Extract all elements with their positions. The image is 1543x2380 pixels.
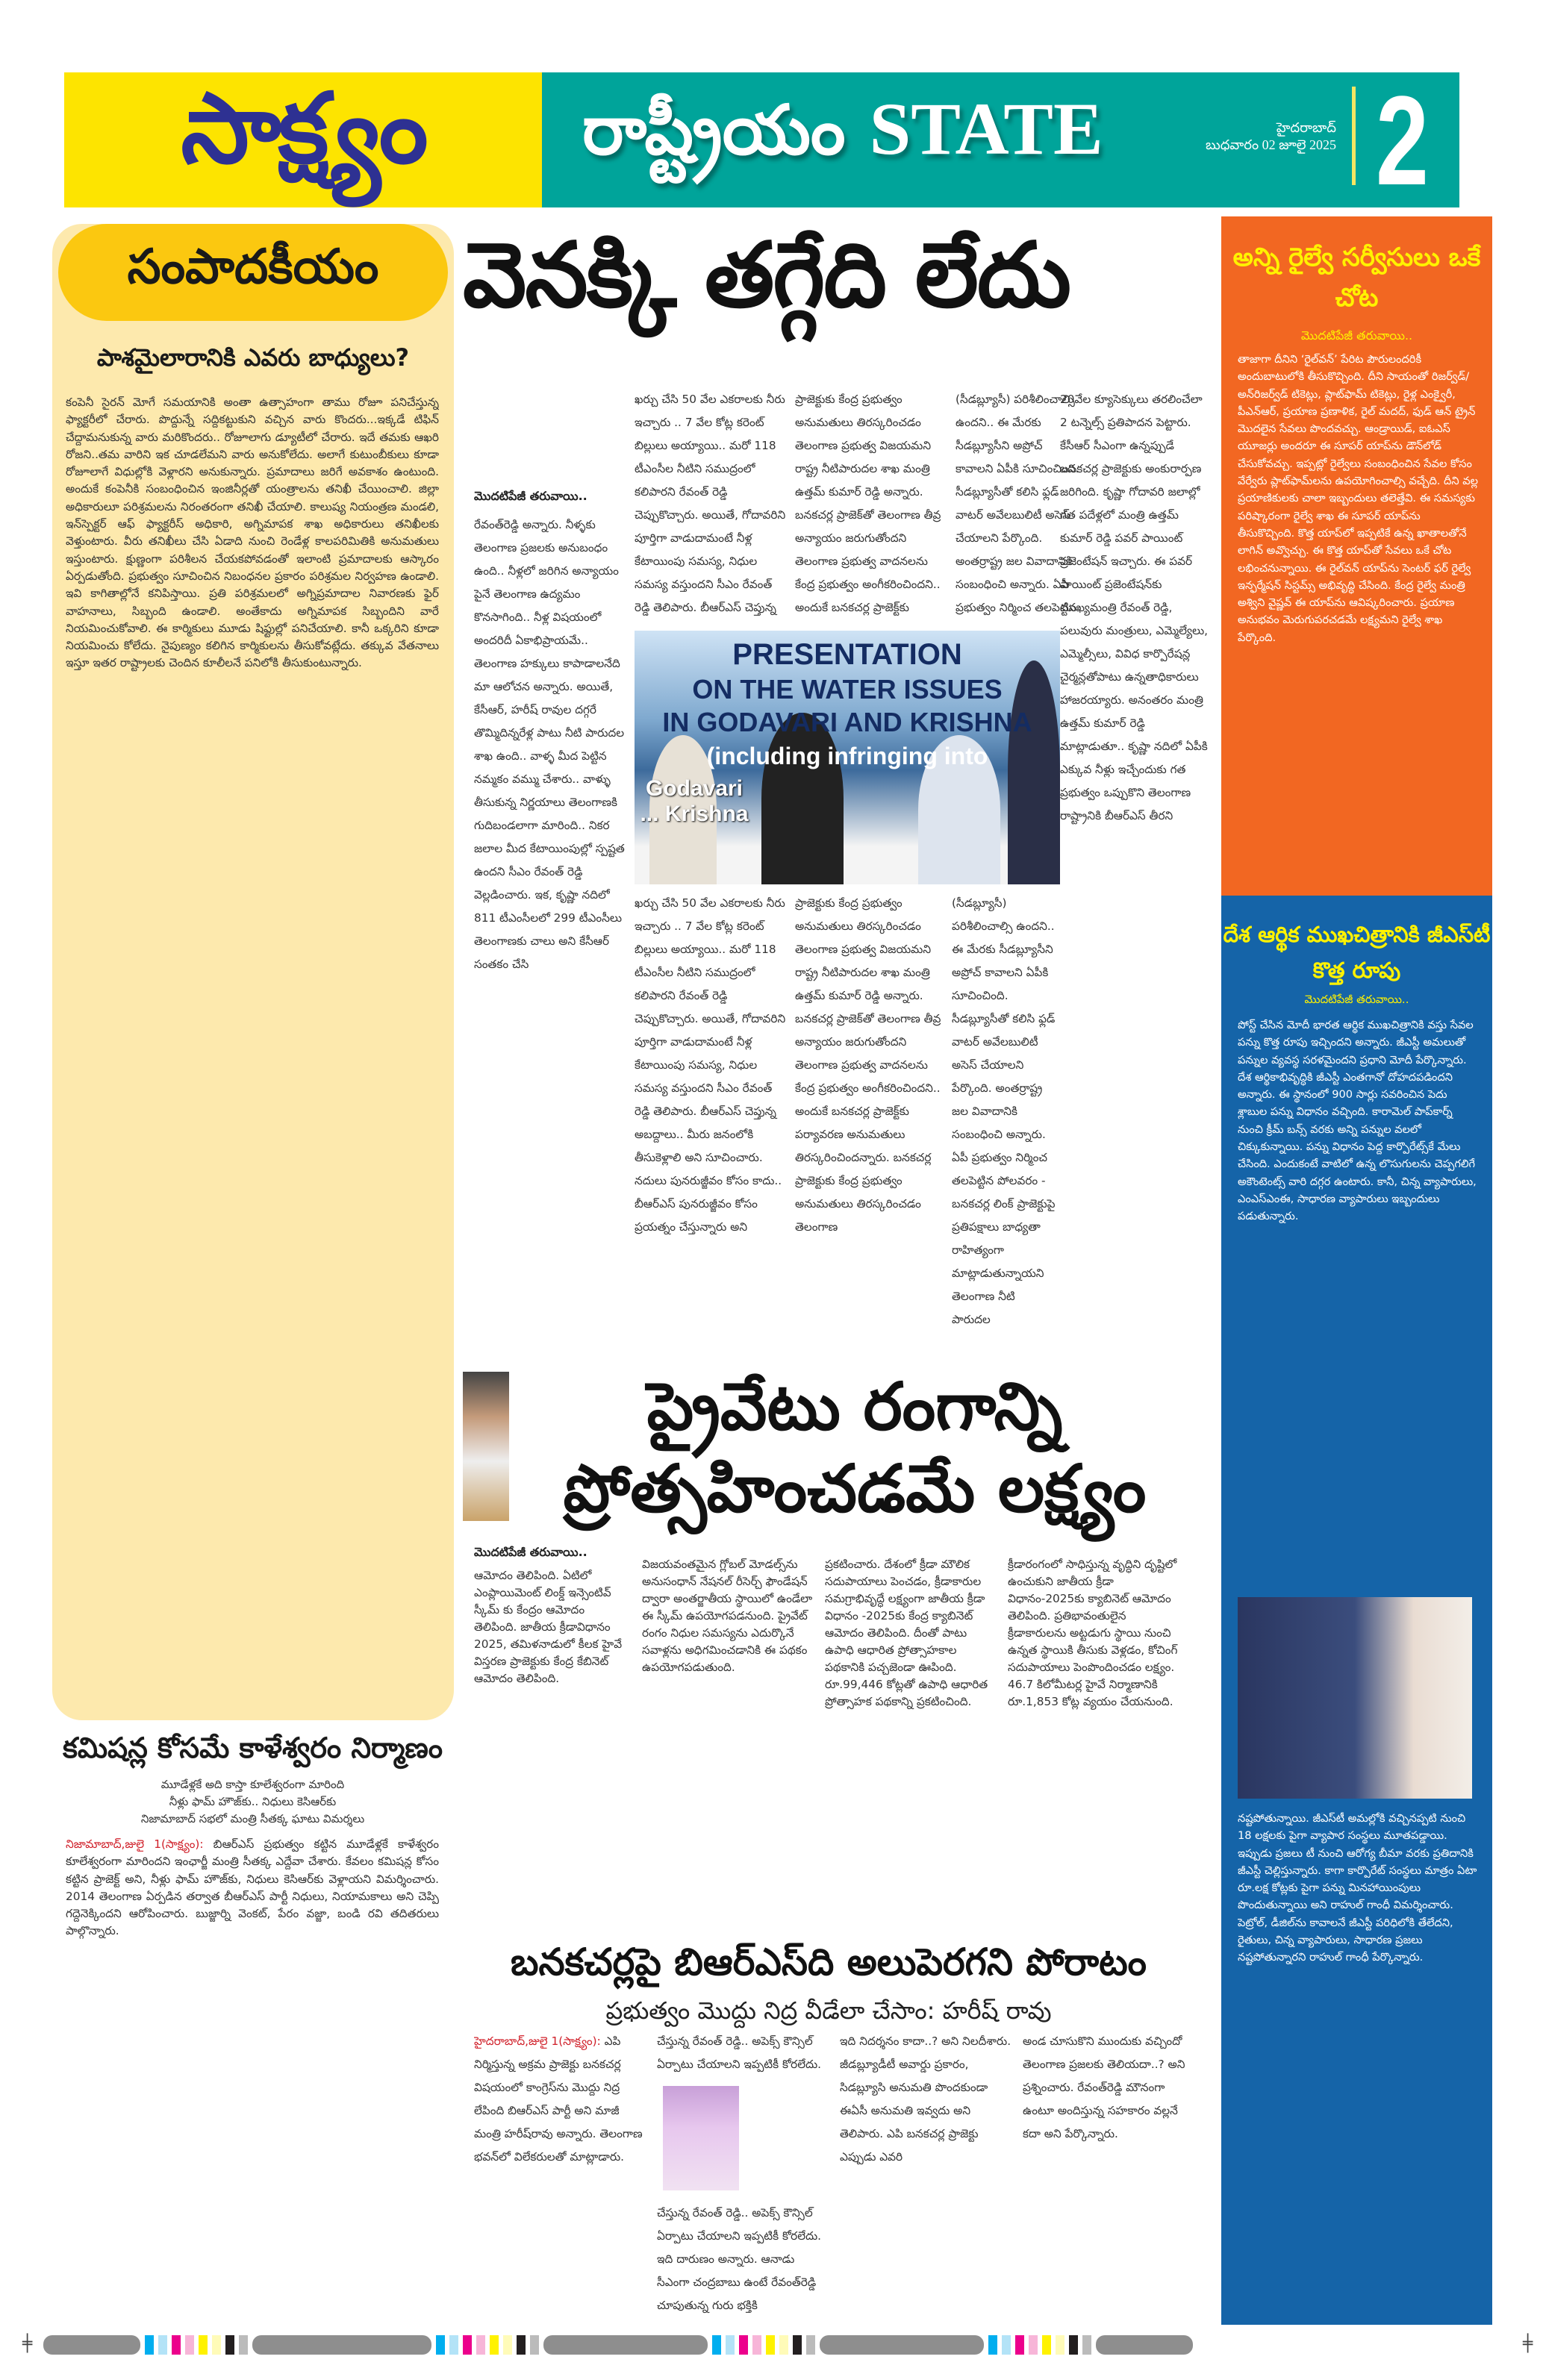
banakacherla-dateline: హైదరాబాద్,జులై 1(సాక్ష్యం): xyxy=(474,2034,601,2048)
light-magenta-swatch xyxy=(752,2335,761,2355)
lead-column-3-top: ప్రాజెక్టుకు కేంద్ర ప్రభుత్వం అనుమతులు తిరస్కరించడం తెలంగాణ ప్రభుత్వ విజయమని రాష్ట్ర నీటిపారుదల శాఖ మంత్రి ఉత్తమ్ కుమార్ రెడ్డి అన్నారు. బనకచర్ల ప్రాజెక్‌తో తెలంగాణ తీవ్ర అన్యాయం జరుగుతోందని తెలంగాణ ప్రభుత్వ వాదనలను కేంద్ర ప్రభుత్వం అంగీకరించిందని.. అందుకే బనకచర్ల ప్రాజెక్ట్‌కు xyxy=(795,393,941,614)
magenta-swatch xyxy=(172,2335,181,2355)
edition-city: హైదరాబాద్ xyxy=(1276,120,1336,135)
edition-date: బుధవారం 02 జూలై 2025 xyxy=(1205,137,1336,153)
kaleshwaram-subhead: మూడేళ్లకే అది కాస్తా కూలేశ్వరంగా మారింది xyxy=(160,1778,345,1791)
private-sector-column-3: ప్రకటించారు. దేశంలో క్రీడా మౌలిక సదుపాయాలు పెంచడం, క్రీడాకారుల సమగ్రాభివృద్ధే లక్ష్యంగా జాతీయ క్రీడా విధానం -2025కు కేంద్ర క్యాబినెట్ ఆమోదం తెలిపింది. దీంతో పాటు ఉపాధి ఆధారిత ప్రోత్సాహకాల పథకానికి పచ్చజెండా ఊపింది. రూ.99,446 కోట్లతో ఉపాధి ఆధారిత ప్రోత్సాహక పథకాన్ని ప్రకటించింది. xyxy=(825,1558,988,1708)
light-cyan-swatch xyxy=(726,2335,735,2355)
banakacherla-column-3: ఇది నిదర్శనం కాదా..? అని నిలదీశారు. జీడబ్ల్యూడీటీ అవార్డు ప్రకారం, సిడబ్ల్యూసి అనుమతి పొందకుండా ఈఏసీ అనుమతి ఇవ్వదు అని తెలిపారు. ఎపి బనకచర్ల ప్రాజెక్టు ఎప్పుడు ఎవరి xyxy=(840,2034,1011,2164)
black-swatch xyxy=(793,2335,802,2355)
banakacherla-column-1 xyxy=(474,2030,646,2314)
light-cyan-swatch xyxy=(1002,2335,1011,2355)
black-swatch xyxy=(225,2335,234,2355)
pm-photo xyxy=(1238,1597,1472,1799)
light-magenta-swatch xyxy=(476,2335,485,2355)
banakacherla-text: ఎపి నిర్మిస్తున్న అక్రమ ప్రాజెక్టు బనకచర్ల విషయంలో కాంగ్రెస్‌ను మొద్దు నిద్ర లేపింది బిఆర్ఎస్ పార్టీ అని మాజీ మంత్రి హరీష్‌రావు అన్నారు. తెలంగాణ భవన్‌లో విలేకరులతో మాట్లాడారు. xyxy=(474,2034,643,2164)
light-yellow-swatch xyxy=(1056,2335,1064,2355)
magenta-swatch xyxy=(1015,2335,1024,2355)
gst-headline: దేశ ఆర్థిక ముఖచిత్రానికి జీఎస్‌టీ కొత్త రూపు xyxy=(1223,922,1491,983)
registration-crosshair-icon: ╪ xyxy=(22,2334,33,2353)
kaleshwaram-text: బిఆర్ఎస్ ప్రభుత్వం కట్టిన మూడేళ్లకే కాళేశ్వరం కూలేశ్వరంగా మారిందని ఇంఛార్జీ మంత్రి సీతక్క ఎద్దేవా చేశారు. కేవలం కమిషన్ల కోసం కట్టిన ప్రాజెక్ట్ అని, నీళ్లు ఫామ్ హౌజ్‌కు, నిధులు కెసిఆర్‌కు వెళ్లాయని విమర్శించారు. 2014 తెలంగాణ ఏర్పడిన తర్వాత బీఆర్ఎస్ పార్టీ నిధులు, నియామకాలు అని చెప్పి గద్దెనెక్కిందని ఆరోపించారు. బుజ్జార్ని వెంకట్, పేరం వజ్జా, బండి రవి తదితరులు పాల్గొన్నారు. xyxy=(66,1837,439,1938)
minister-photo xyxy=(463,1372,509,1521)
section-title-telugu: రాష్ట్రీయం xyxy=(582,90,846,170)
kaleshwaram-subhead: నిజామాబాద్ సభలో మంత్రి సీతక్క ఘాటు విమర్శలు xyxy=(140,1812,365,1825)
lead-column-4-top: (సీడబ్ల్యూసీ) పరిశీలించాల్సి ఉందని.. ఈ మేరకు సీడబ్ల్యూసీని అప్రోచ్ కావాలని ఏపీకి సూచించింది. సీడబ్ల్యూసీతో కలిసి ఫ్లడ్ వాటర్ అవేలబులిటీ అసెస్ చేయాలని పేర్కొంది. అంతర్రాష్ట్ర జల వివాదానికి సంబంధించి అన్నారు. ఏపీ ప్రభుత్వం నిర్మించ తలపెట్టిన xyxy=(956,393,1079,614)
color-registration-strip xyxy=(43,2334,1515,2355)
harish-rao-photo xyxy=(663,2086,739,2190)
gray-swatch xyxy=(252,2335,431,2355)
banakacherla-subhead: ప్రభుత్వం మొద్దు నిద్ర వీడేలా చేసాం: హరీష్ రావు xyxy=(605,1996,1052,2025)
gst-kicker: మొదటిపేజీ తరువాయి.. xyxy=(1304,993,1409,1006)
photo-banner-line: ON THE WATER ISSUES xyxy=(692,674,1003,705)
section-title-english: STATE xyxy=(869,87,1103,170)
private-sector-headline xyxy=(515,1366,1194,1530)
kaleshwaram-headline: కమిషన్ల కోసమే కాళేశ్వరం నిర్మాణం xyxy=(63,1731,443,1764)
kaleshwaram-subheads xyxy=(49,1776,456,1828)
gray-swatch xyxy=(43,2335,140,2355)
edition-info xyxy=(1187,119,1336,154)
kaleshwaram-dateline: నిజామాబాద్,జులై 1(సాక్ష్యం): xyxy=(66,1837,204,1851)
railway-headline: అన్ని రైల్వే సర్వీసులు ఒకే చోట xyxy=(1232,243,1481,313)
gray-swatch xyxy=(1082,2335,1091,2355)
kaleshwaram-body xyxy=(66,1836,439,2306)
lead-column-4-bottom: (సీడబ్ల్యూసీ) పరిశీలించాల్సి ఉందని.. ఈ మేరకు సీడబ్ల్యూసీని అప్రోచ్ కావాలని ఏపీకి సూచించింది. సీడబ్ల్యూసీతో కలిసి ఫ్లడ్ వాటర్ అవేలబులిటీ అసెస్ చేయాలని పేర్కొంది. అంతర్రాష్ట్ర జల వివాదానికి సంబంధించి అన్నారు. ఏపీ ప్రభుత్వం నిర్మించ తలపెట్టిన పోలవరం - బనకచర్ల లింక్ ప్రాజెక్టుపై ప్రతిపక్షాలు బాధ్యతా రాహిత్యంగా మాట్లాడుతున్నాయని తెలంగాణ నీటి పారుదల xyxy=(952,896,1056,1326)
banakacherla-headline: బనకచర్లపై బిఆర్‌ఎస్‌ది అలుపెరగని పోరాటం xyxy=(510,1940,1147,1984)
yellow-swatch xyxy=(766,2335,775,2355)
logo-text: సాక్ష్యం xyxy=(181,71,426,185)
cyan-swatch xyxy=(712,2335,721,2355)
lead-column-5: 20వేల క్యూసెక్కులు తరలించేలా 2 టన్నెల్స్ ప్రతిపాదన పెట్టారు. కేసీఆర్ సీఎంగా ఉన్నప్పుడే బనకచర్ల ప్రాజెక్టుకు అంకురార్పణ జరిగింది. కృష్ణా గోదావరి జలాల్లో గత పదేళ్లలో మంత్రి ఉత్తమ్ కుమార్ రెడ్డి పవర్ పాయింట్ ప్రజెంటేషన్ ఇచ్చారు. ఈ పవర్ పాయింట్ ప్రజెంటేషన్‌కు ముఖ్యమంత్రి రేవంత్ రెడ్డి, పలువురు మంత్రులు, ఎమ్మెల్యేలు, ఎమ్మెల్సీలు, వివిధ కార్పొరేషన్ల చైర్మన్లతోపాటు ఉన్నతాధికారులు హాజరయ్యారు. అనంతరం మంత్రి ఉత్తమ్ కుమార్ రెడ్డి మాట్లాడుతూ.. కృష్ణా నదిలో ఏపీకి ఎక్కువ నీళ్లు ఇచ్చేందుకు గత ప్రభుత్వం ఒప్పుకొని తెలంగాణ రాష్ట్రానికి బీఆర్ఎస్ తీరని xyxy=(1060,393,1209,822)
lead-kicker: మొదటిపేజీ తరువాయి.. xyxy=(474,489,587,503)
light-yellow-swatch xyxy=(779,2335,788,2355)
railway-body: తాజాగా దీనిని ‘రైల్‌వన్’ పేరిట పౌరులందరికీ అందుబాటులోకి తీసుకొచ్చింది. దీని సాయంతో రిజర్వ్‌డ్/ అన్‌రిజర్వ్‌డ్ టికెట్లు, ప్లాట్‌ఫామ్ టికెట్లు, రైళ్ల ఎంక్వైరీ, పీఎన్ఆర్, ప్రయాణ ప్రణాళిక, రైల్ మదద్, ఫుడ్ ఆన్ ట్రైన్ మొదలైన సేవలు పొందవచ్చు. ఆండ్రాయిడ్, ఐఓఎస్ యూజర్లు అందరూ ఈ సూపర్ యాప్‌ను డౌన్‌లోడ్ చేసుకోవచ్చు. ఇప్పట్లో రైల్వేలు సంబంధించిన సేవల కోసం వేర్వేరు ప్లాట్‌ఫామ్‌లను ఉపయోగించాల్సి వచ్చేది. దీని వల్ల ప్రయాణికులకు చాలా ఇబ్బందులు తలెత్తేవి. ఈ సమస్యకు పరిష్కారంగా రైల్వే శాఖ ఈ సూపర్ యాప్‌ను తీసుకొచ్చింది. కొత్త యాప్‌లో ఇప్పటికే ఉన్న ఖాతాలతోనే లాగిన్ అవ్వొచ్చు. ఈ కొత్త యాప్‌తో సేవలు ఒకే చోట లభించనున్నాయి. ఈ రైల్‌వన్ యాప్‌ను సెంటర్ ఫర్ రైల్వే ఇన్ఫర్మేషన్ సిస్టమ్స్ అభివృద్ధి చేసింది. కేంద్ర రైల్వే మంత్రి అశ్విని వైష్ణవ్ ఈ యాప్‌ను ఆవిష్కరించారు. ప్రయాణ అనుభవం మెరుగుపరచడమే లక్ష్యమని రైల్వే శాఖ పేర్కొంది. xyxy=(1238,353,1478,644)
editorial-body: కంపెనీ సైరన్ మోగే సమయానికి అంతా ఉత్సాహంగా తాము రోజూ పనిచేస్తున్న ఫ్యాక్టరీలో చేరారు. పొద్దున్నే సద్దికట్టుకుని వచ్చిన వారు కొందరు...ఇక్కడే టిఫిన్ చేద్దామనుకున్న వారు మరికొందరు.. రోజూలాగు డ్యూటీలో చేరారు. ఇదే తమకు ఆఖరి రోజని..తమ వారిని ఇక చూడలేమని వారు అనుకోలేదు. అలాగే కుటుంబీకులు కూడా రోజూలాగే విధుల్లోకి వెళ్లారని అనుకున్నారు. ప్రమాదాలు జరిగే అవకాశం ఉంటుంది. అందుకే కంపెనీకి సంబంధించిన ఇంజినీర్లతో యంత్రాలను తనిఖీ చేయించాలి. జిల్లా అధికారులూ పరిశ్రమలను నిరంతరంగా తనిఖీ చేయాలి. కాలుష్య నియంత్రణ మండలి, ఇన్‌స్పెక్టర్ ఆఫ్ ఫ్యాక్టరీస్ అధికారి, అగ్నిమాపక శాఖ అధికారులు తనిఖీలకు వెళ్తుంటారు. వీరు తనిఖీలు చేసి ఏడాది నుంచి రెండేళ్ల కాలపరిమితికి అనుమతులు ఇస్తుంటారు. క్షుణ్ణంగా పరిశీలన చేయకపోవడంతో ఇలాంటి ప్రమాదాలకు ఆస్కారం ఏర్పడుతోంది. ప్రభుత్వం సూచించిన నిబంధనల ప్రకారం పరిశ్రమల నిర్వహణ ఉండాలి. ఇవి కాగితాల్లోనే కనిపిస్తాయి. ప్రతి పరిశ్రమలలో అగ్నిప్రమాదాల నివారణకు ఫైర్ వాహనాలు, సిబ్బంది ఉండాలి. అంతేకాదు అగ్నిమాపక సిబ్బందిని వారే నియమించుకోవాలి. ఈ కార్మికులు మూడు షిఫ్టుల్లో పనిచేయాలి. కానీ ఒక్కరిని కూడా నియమించు కోలేదు. నైపుణ్యం కలిగిన కార్మికులను తీసుకోవట్లేదు. తక్కువ వేతనాలు ఇస్తూ ఇతర రాష్ట్రాలకు చెందిన కూలీలనే పనిలోకి తీసుకుంటున్నారు. xyxy=(66,396,439,670)
gray-swatch xyxy=(543,2335,708,2355)
editorial-headline: పాశమైలారానికి ఎవరు బాధ్యులు? xyxy=(96,343,410,372)
yellow-swatch xyxy=(199,2335,208,2355)
private-sector-headline-line2: ప్రోత్సహించడమే లక్ష్యం xyxy=(563,1450,1147,1527)
gray-swatch xyxy=(530,2335,539,2355)
magenta-swatch xyxy=(463,2335,472,2355)
light-magenta-swatch xyxy=(185,2335,194,2355)
lead-headline: వెనక్కి తగ్గేది లేదు xyxy=(463,224,1070,328)
gray-swatch xyxy=(239,2335,248,2355)
black-swatch xyxy=(517,2335,526,2355)
editorial-label-text: సంపాదకీయం xyxy=(127,239,379,295)
cyan-swatch xyxy=(145,2335,154,2355)
private-sector-column-1: ఆమోదం తెలిపింది. ఏటిలో ఎంప్లాయిమెంట్ లింక్డ్ ఇన్సెంటివ్ స్కీమ్ కు కేంద్రం ఆమోదం తెలిపింది. జాతీయ క్రీడావిధానం 2025, తమిళనాడులో కీలక హైవే విస్తరణ ప్రాజెక్టుకు కేంద్ర కేబినెట్ ఆమోదం తెలిపింది. xyxy=(474,1569,623,1685)
gray-swatch xyxy=(806,2335,815,2355)
person-figure xyxy=(761,713,844,884)
black-swatch xyxy=(1069,2335,1078,2355)
kaleshwaram-subhead: నీళ్లు ఫామ్ హౌజ్‌కు.. నిధులు కెసిఆర్‌కు xyxy=(169,1795,337,1808)
light-cyan-swatch xyxy=(449,2335,458,2355)
lead-column-3-bottom: ప్రాజెక్టుకు కేంద్ర ప్రభుత్వం అనుమతులు తిరస్కరించడం తెలంగాణ ప్రభుత్వ విజయమని రాష్ట్ర నీటిపారుదల శాఖ మంత్రి ఉత్తమ్ కుమార్ రెడ్డి అన్నారు. బనకచర్ల ప్రాజెక్‌తో తెలంగాణ తీవ్ర అన్యాయం జరుగుతోందని తెలంగాణ ప్రభుత్వ వాదనలను కేంద్ర ప్రభుత్వం అంగీకరించిందని.. అందుకే బనకచర్ల ప్రాజెక్ట్‌కు పర్యావరణ అనుమతులు తిరస్కరించిందన్నారు. బనకచర్ల ప్రాజెక్టుకు కేంద్ర ప్రభుత్వం అనుమతులు తిరస్కరించడం తెలంగాణ xyxy=(795,896,941,1234)
photo-banner-line: (including infringing into xyxy=(706,743,988,769)
photo-banner-line: PRESENTATION xyxy=(732,638,962,671)
yellow-swatch xyxy=(1042,2335,1051,2355)
railway-kicker: మొదటిపేజీ తరువాయి.. xyxy=(1300,328,1413,343)
cyan-swatch xyxy=(988,2335,997,2355)
gray-swatch xyxy=(820,2335,984,2355)
gray-swatch xyxy=(1096,2335,1193,2355)
lead-column-2-bottom: ఖర్చు చేసి 50 వేల ఎకరాలకు నీరు ఇచ్చారు .. 7 వేల కోట్ల కరెంట్ బిల్లులు అయ్యాయి.. మరో 118 టీఎంసీల నీటిని సముద్రంలో కలిపారని రేవంత్ రెడ్డి చెప్పుకొచ్చారు. అయితే, గోదావరిని పూర్తిగా వాడుదామంటే నీళ్ల కేటాయింపు సమస్య, నిధుల సమస్య వస్తుందని సీఎం రేవంత్ రెడ్డి తెలిపారు. బీఆర్ఎస్ చెప్తున్న అబద్దాలు.. మీరు జనంలోకి తీసుకెళ్లాలి అని సూచించారు. నదులు పునరుజ్జీవం కోసం కాదు.. బీఆర్ఎస్ పునరుజ్జీవం కోసం ప్రయత్నం చేస్తున్నారు అని xyxy=(635,896,786,1234)
section-title xyxy=(582,86,1103,187)
cyan-swatch xyxy=(436,2335,445,2355)
registration-crosshair-icon: ╪ xyxy=(1523,2334,1533,2353)
gst-body-bottom: నష్టపోతున్నాయి. జీఎస్‌టీ అమల్లోకి వచ్చినప్పటి నుంచి 18 లక్షలకు పైగా వ్యాపార సంస్థలు మూతపడ్డాయి. ఇప్పుడు ప్రజలు టీ నుంచి ఆరోగ్య బీమా వరకు ప్రతిదానికి జీఎస్టీ చెల్లిస్తున్నారు. కాగా కార్పొరేట్ సంస్థలు మాత్రం ఏటా రూ.లక్ష కోట్లకు పైగా పన్ను మినహాయింపులు పొందుతున్నాయి అని రాహుల్ గాంధీ విమర్శించారు. పెట్రోల్, డీజిల్‌ను కావాలనే జీఎస్టీ పరిధిలోకి తేలేదని, రైతులు, చిన్న వ్యాపారులు, సాధారణ ప్రజలు నష్టపోతున్నారని రాహుల్ గాంధీ పేర్కొన్నారు. xyxy=(1238,1812,1477,1964)
lead-column-2-top: ఖర్చు చేసి 50 వేల ఎకరాలకు నీరు ఇచ్చారు .. 7 వేల కోట్ల కరెంట్ బిల్లులు అయ్యాయి.. మరో 118 టీఎంసీల నీటిని సముద్రంలో కలిపారని రేవంత్ రెడ్డి చెప్పుకొచ్చారు. అయితే, గోదావరిని పూర్తిగా వాడుదామంటే నీళ్ల కేటాయింపు సమస్య, నిధుల సమస్య వస్తుందని సీఎం రేవంత్ రెడ్డి తెలిపారు. బీఆర్ఎస్ చెప్తున్న xyxy=(635,393,786,614)
magenta-swatch xyxy=(739,2335,748,2355)
private-sector-kicker: మొదటిపేజీ తరువాయి.. xyxy=(474,1545,587,1559)
page-number: 2 xyxy=(1376,70,1429,212)
light-cyan-swatch xyxy=(158,2335,167,2355)
light-yellow-swatch xyxy=(503,2335,512,2355)
water-presentation-photo xyxy=(635,631,1060,884)
gst-body-top: పోస్ట్ చేసిన మోదీ భారత ఆర్థిక ముఖచిత్రానికి వస్తు సేవల పన్ను కొత్త రూపు ఇచ్చిందని అన్నారు. జీఎస్టీ అమలుతో పన్నుల వ్యవస్థ సరళమైందని ప్రధాని మోదీ పేర్కొన్నారు. దేశ ఆర్థికాభివృద్ధికి జీఎస్టీ ఎంతగానో దోహదపడిందని అన్నారు. ఈ స్థానంలో 900 సార్లు సవరించిన పెదు శ్లాబుల పన్ను విధానం వచ్చింది. కారామెల్ పాప్‌కార్న్ నుంచి క్రీమ్ బన్స్ వరకు అన్ని పన్నుల వలలో చిక్కుకున్నాయి. పన్ను విధానం పెద్ద కార్పొరేట్స్‌కే మేలు చేసింది. ఎందుకంటే వాటిలో ఉన్న లొసుగులను చెప్పగలిగే అకౌంటెంట్స్ వారి దగ్గర ఉంటారు. కానీ, చిన్న వ్యాపారులు, ఎంఎస్ఎంఈ, సాధారణ వ్యాపారులు ఇబ్బందులు పడుతున్నారు. xyxy=(1238,1019,1477,1223)
banakacherla-column-2-bottom: చేస్తున్న రేవంత్ రెడ్డి.. అపెక్స్ కౌన్సిల్ ఏర్పాటు చేయాలని ఇప్పటికీ కోరలేదు. ఇది దారుణం అన్నారు. ఆనాడు సీఎంగా చంద్రబాబు ఉంటే రేవంత్‌రెడ్డి చూపుతున్న గురు భక్తికి xyxy=(657,2206,822,2312)
light-magenta-swatch xyxy=(1029,2335,1038,2355)
banakacherla-column-2-top: చేస్తున్న రేవంత్ రెడ్డి.. అపెక్స్ కౌన్సిల్ ఏర్పాటు చేయాలని ఇప్పటికీ కోరలేదు. xyxy=(657,2034,822,2071)
private-sector-column-2: విజయవంతమైన గ్లోబల్ మోడల్స్‌ను అనుసంధాన్ నేషనల్ రీసెర్చ్ ఫౌండేషన్ ద్వారా అంతర్జాతీయ స్థాయిలో ఉండేలా ఈ స్కీమ్ ఉపయోగపడనుంది. ప్రైవేట్ రంగం నిధుల సమస్యను ఎదుర్కొనే సవాళ్లను అధిగమించడానికి ఈ పథకం ఉపయోగపడుతుంది. xyxy=(642,1558,813,1674)
banakacherla-column-4: అండ చూసుకొని ముందుకు వచ్చిందో తెలంగాణ ప్రజలకు తెలియదా..? అని ప్రశ్నించారు. రేవంత్‌రెడ్డి మౌనంగా ఉంటూ అందిస్తున్న సహకారం వల్లనే కదా అని పేర్కొన్నారు. xyxy=(1023,2034,1185,2140)
private-sector-headline-line1: ప్రైవేటు రంగాన్ని xyxy=(646,1368,1063,1445)
photo-banner-line: Godavari ... Krishna xyxy=(640,776,749,826)
photo-banner-line: IN GODAVARI AND KRISHNA xyxy=(662,707,1032,737)
light-yellow-swatch xyxy=(212,2335,221,2355)
lead-column-1: రేవంత్‌రెడ్డి అన్నారు. నీళ్ళకు తెలంగాణ ప్రజలకు అనుబంధం ఉంది.. నీళ్లలో జరిగిన అన్యాయం పైనే తెలంగాణ ఉద్యమం కొనసాగింది.. నీళ్ల విషయంలో అందరిదీ ఏకాభిప్రాయమే.. తెలంగాణ హక్కులు కాపాడాలనేది మా ఆలోచన అన్నారు. అయితే, కేసీఆర్, హరీష్ రావుల దగ్గరే తొమ్మిదిన్నరేళ్ల పాటు నీటి పారుదల శాఖ ఉంది.. వాళ్ళ మీద పెట్టిన నమ్మకం వమ్ము చేశారు.. వాళ్ళు తీసుకున్న నిర్ణయాలు తెలంగాణకి గుదిబండలాగా మారింది.. నికర జలాల మీద కేటాయింపుల్లో స్పష్టత ఉందని సీఎం రేవంత్ రెడ్డి వెల్లడించారు. ఇక, కృష్ణా నదిలో 811 టీఎంసీలలో 299 టీఎంసీలు తెలంగాణకు చాలు అని కేసీఆర్ సంతకం చేసి xyxy=(474,518,625,971)
editorial-label xyxy=(58,224,448,321)
newspaper-logo xyxy=(64,72,542,207)
private-sector-column-4: క్రీడారంగంలో సాధిస్తున్న వృద్ధిని దృష్టిలో ఉంచుకుని జాతీయ క్రీడా విధానం-2025కు క్యాబినెట్ ఆమోదం తెలిపింది. ప్రతిభావంతులైన క్రీడాకారులను అట్టడుగు స్థాయి నుంచి ఉన్నత స్థాయికి తీసుకు వెళ్లడం, కోచింగ్ సదుపాయాలు పెంపొందించడం లక్ష్యం. 46.7 కిలోమీటర్ల హైవే నిర్మాణానికి రూ.1,853 కోట్ల వ్యయం చేయనుంది. xyxy=(1008,1558,1178,1708)
yellow-swatch xyxy=(490,2335,499,2355)
masthead-divider xyxy=(1352,87,1356,185)
